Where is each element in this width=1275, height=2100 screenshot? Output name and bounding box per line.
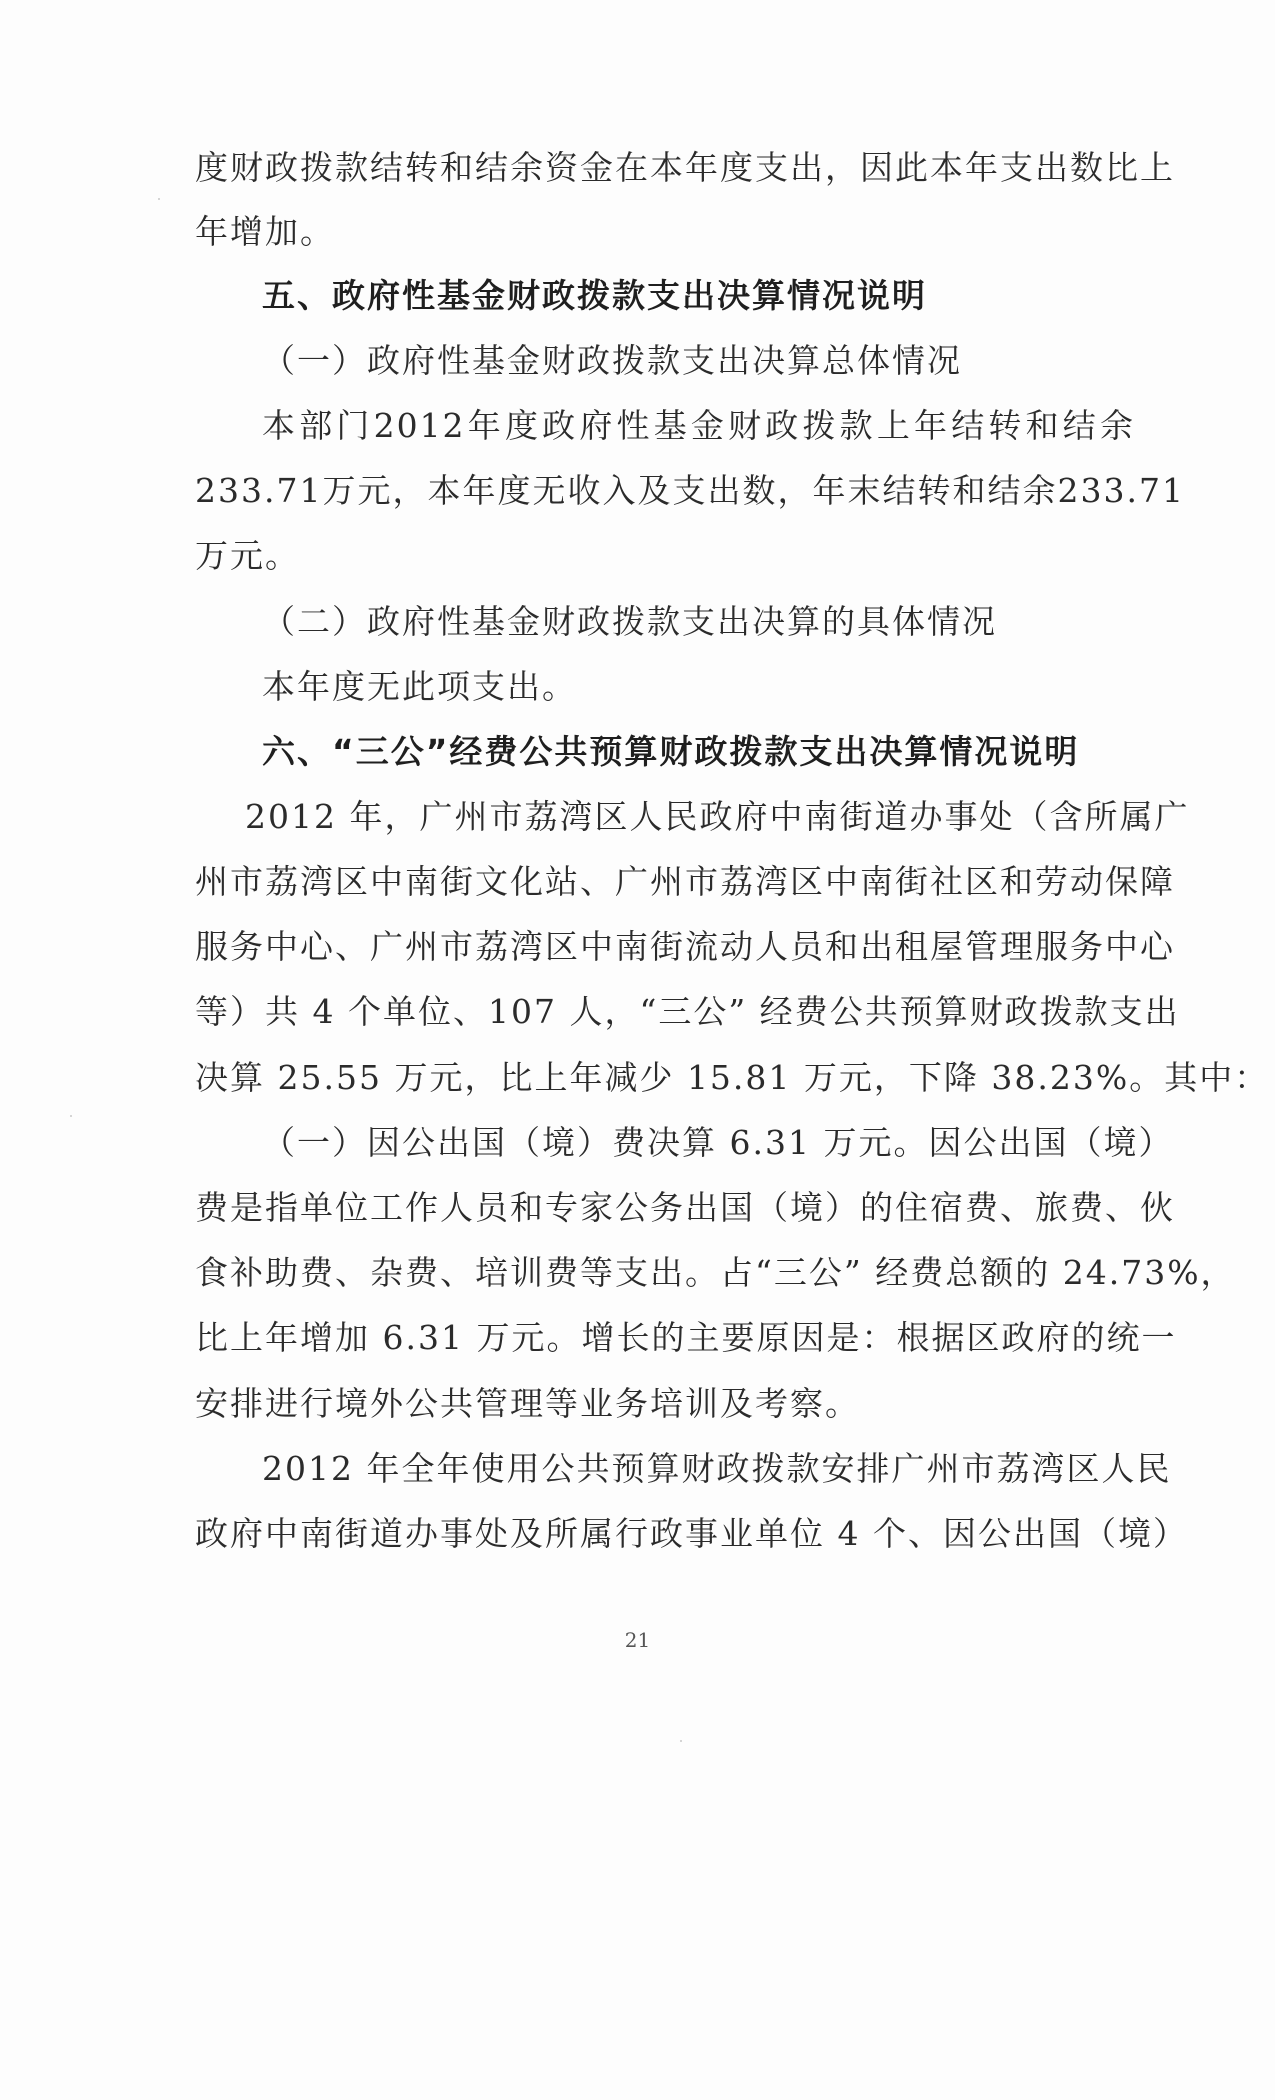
text-line: 决算 25.55 万元，比上年减少 15.81 万元，下降 38.23%。其中：	[195, 1058, 1270, 1097]
text-line: 度财政拨款结转和结余资金在本年度支出，因此本年支出数比上	[195, 148, 1175, 187]
text-line: 安排进行境外公共管理等业务培训及考察。	[195, 1384, 860, 1423]
text-line: 年增加。	[195, 212, 335, 251]
text-line: 万元。	[195, 536, 300, 575]
page-number: 21	[624, 1628, 651, 1652]
text-line: 本年度无此项支出。	[262, 667, 577, 706]
text-line: 服务中心、广州市荔湾区中南街流动人员和出租屋管理服务中心	[195, 927, 1175, 966]
text-line: 2012 年全年使用公共预算财政拨款安排广州市荔湾区人民	[262, 1449, 1172, 1488]
scan-speck	[158, 198, 160, 200]
text-line: 州市荔湾区中南街文化站、广州市荔湾区中南街社区和劳动保障	[195, 862, 1175, 901]
text-line: 等）共 4 个单位、107 人，“三公” 经费公共预算财政拨款支出	[195, 992, 1180, 1031]
section-heading-5: 五、政府性基金财政拨款支出决算情况说明	[262, 276, 927, 315]
text-line: 233.71万元，本年度无收入及支出数，年末结转和结余233.71	[195, 471, 1185, 510]
text-line: （一）因公出国（境）费决算 6.31 万元。因公出国（境）	[262, 1123, 1174, 1162]
scan-speck	[70, 1115, 72, 1117]
section-heading-6: 六、“三公”经费公共预算财政拨款支出决算情况说明	[262, 732, 1080, 771]
text-line: 本部门2012年度政府性基金财政拨款上年结转和结余	[262, 406, 1135, 445]
text-line: 费是指单位工作人员和专家公务出国（境）的住宿费、旅费、伙	[195, 1188, 1175, 1227]
subsection-heading: （二）政府性基金财政拨款支出决算的具体情况	[262, 602, 997, 641]
text-line: 比上年增加 6.31 万元。增长的主要原因是：根据区政府的统一	[195, 1318, 1177, 1357]
text-line: 2012 年，广州市荔湾区人民政府中南街道办事处（含所属广	[245, 797, 1190, 836]
text-line: 食补助费、杂费、培训费等支出。占“三公” 经费总额的 24.73%，	[195, 1253, 1236, 1292]
scan-speck	[680, 1740, 682, 1742]
text-line: 政府中南街道办事处及所属行政事业单位 4 个、因公出国（境）	[195, 1514, 1188, 1553]
subsection-heading: （一）政府性基金财政拨款支出决算总体情况	[262, 341, 962, 380]
